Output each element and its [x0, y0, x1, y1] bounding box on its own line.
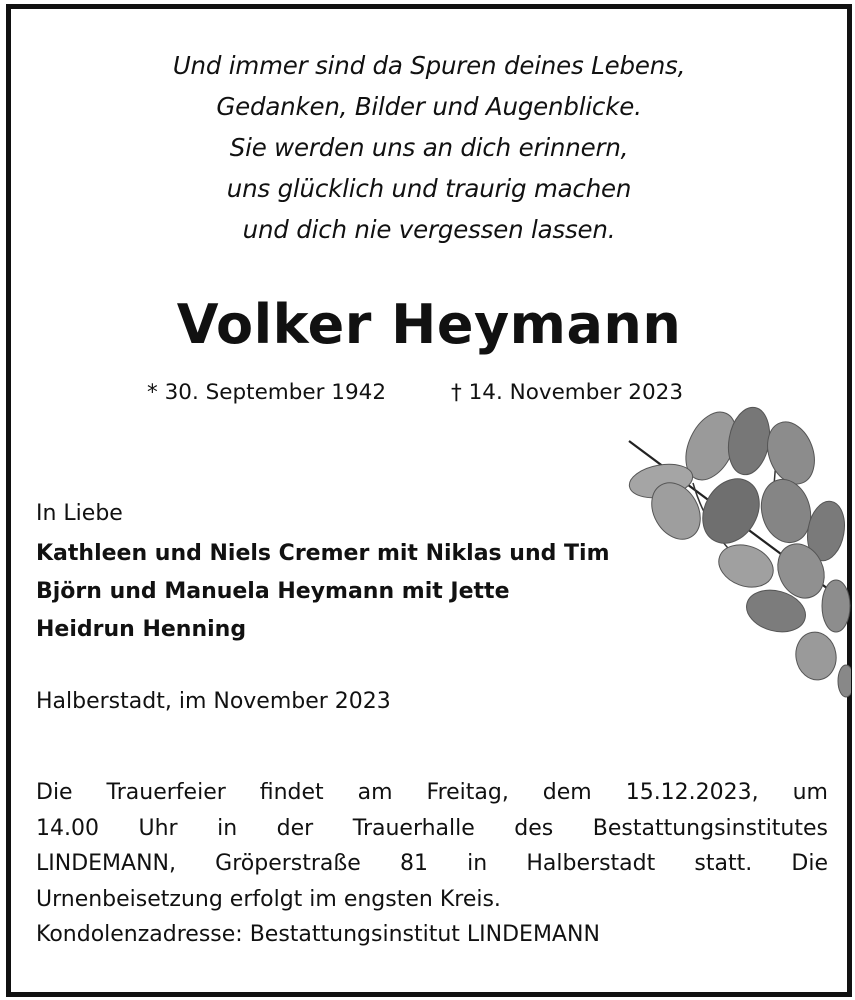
- poem-line: Und immer sind da Spuren deines Lebens,: [172, 51, 686, 80]
- condolence-address: Kondolenzadresse: Bestattungsinstitut LINDEMANN: [36, 922, 600, 947]
- intro-text: In Liebe: [36, 501, 123, 526]
- mourner-line: Kathleen und Niels Cremer mit Niklas und Tim: [36, 541, 610, 566]
- poem-line: Sie werden uns an dich erinnern,: [229, 133, 629, 162]
- funeral-line: Die Trauerfeier findet am Freitag, dem 15.12.2023, um: [36, 780, 828, 805]
- poem-line: Gedanken, Bilder und Augenblicke.: [216, 92, 642, 121]
- funeral-details: [36, 775, 828, 953]
- place-date: Halberstadt, im November 2023: [36, 689, 391, 714]
- funeral-line: Urnenbeisetzung erfolgt im engsten Kreis.: [36, 886, 501, 912]
- obituary-frame: [6, 4, 852, 997]
- death-date: † 14. November 2023: [451, 380, 684, 405]
- funeral-line: LINDEMANN, Gröperstraße 81 in Halberstadt statt. Die: [36, 851, 828, 876]
- poem: [11, 45, 847, 250]
- deceased-name: Volker Heymann: [176, 293, 682, 356]
- poem-line: und dich nie vergessen lassen.: [242, 215, 616, 244]
- mourner-line: Heidrun Henning: [36, 617, 247, 642]
- mourners-list: [36, 535, 610, 649]
- birth-date: * 30. September 1942: [147, 380, 386, 405]
- leaf-branch-decoration: [601, 401, 851, 701]
- mourner-line: Björn und Manuela Heymann mit Jette: [36, 579, 510, 604]
- poem-line: uns glücklich und traurig machen: [226, 174, 632, 203]
- funeral-line: 14.00 Uhr in der Trauerhalle des Bestattungsinstitutes: [36, 815, 828, 841]
